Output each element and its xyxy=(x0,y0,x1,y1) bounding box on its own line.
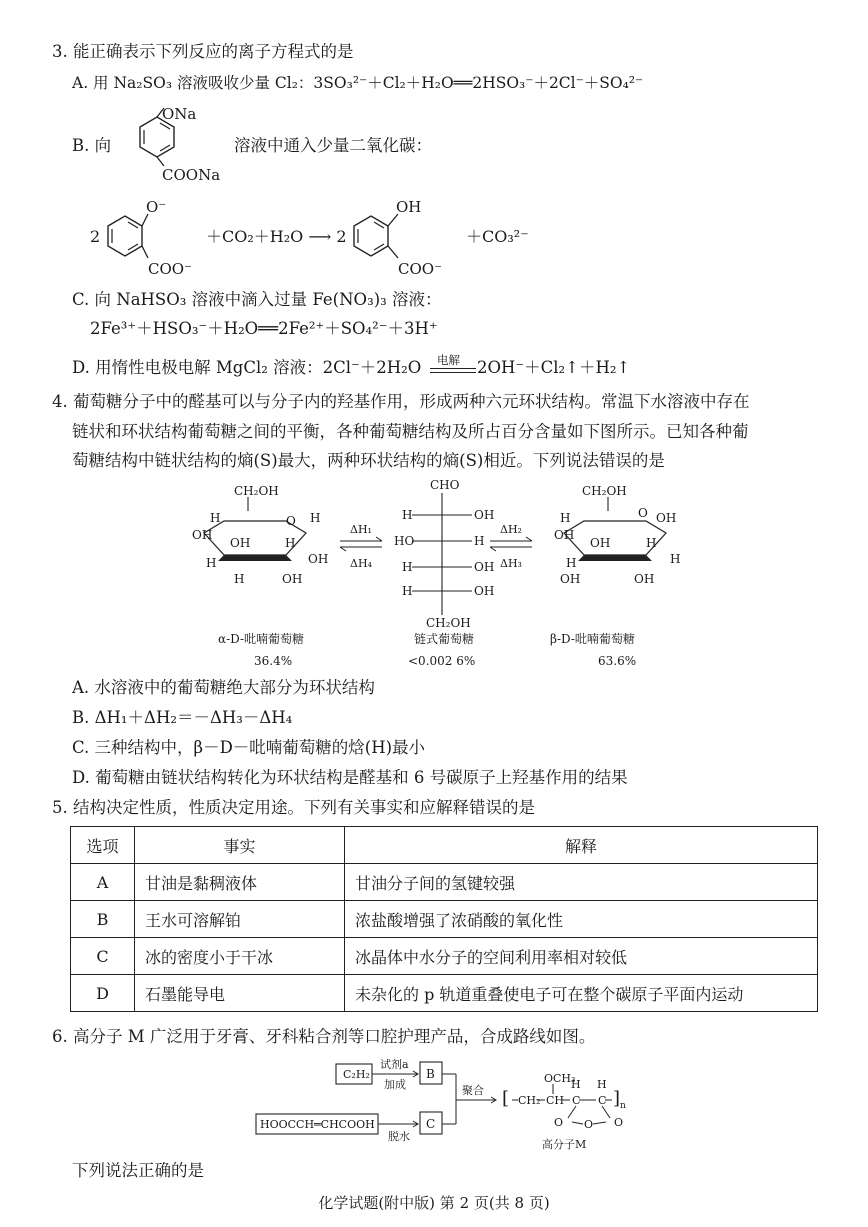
svg-text:H: H xyxy=(566,556,577,570)
eq-reactant-ring xyxy=(108,198,192,278)
eq-coef: 2 xyxy=(90,227,101,246)
svg-text:H: H xyxy=(210,511,221,525)
svg-text:COO⁻: COO⁻ xyxy=(148,260,192,278)
svg-text:O: O xyxy=(554,1116,564,1129)
b-reactant-top-label: ONa xyxy=(162,105,197,123)
q5-stem: 5. 结构决定性质，性质决定用途。下列有关事实和应解释错误的是 xyxy=(52,798,535,817)
svg-text:OH: OH xyxy=(590,536,611,550)
svg-text:OH: OH xyxy=(656,511,677,525)
page-footer: 化学试题(附中版) 第 2 页(共 8 页) xyxy=(318,1194,550,1212)
q4-stem-line2: 链状和环状结构葡萄糖之间的平衡，各种葡萄糖结构及所占百分含量如下图所示。已知各种葡 xyxy=(72,422,749,441)
svg-text:OH: OH xyxy=(474,560,495,574)
synthesis-route-scheme xyxy=(250,1056,670,1156)
electrolysis-arrow-line-2 xyxy=(430,372,476,373)
q4-option-d: D. 葡萄糖由链状结构转化为环状结构是醛基和 6 号碳原子上羟基作用的结果 xyxy=(72,768,628,787)
svg-text:ΔH₁: ΔH₁ xyxy=(350,523,372,536)
svg-text:C₂H₂: C₂H₂ xyxy=(343,1068,370,1081)
svg-text:]: ] xyxy=(613,1088,621,1109)
svg-text:CH₂: CH₂ xyxy=(518,1094,541,1107)
equilibrium-arrows-left xyxy=(340,523,382,570)
svg-text:n: n xyxy=(620,1101,626,1111)
q3-stem: 3. 能正确表示下列反应的离子方程式的是 xyxy=(52,42,354,61)
svg-text:CH₂OH: CH₂OH xyxy=(426,616,471,630)
q4-option-b: B. ΔH₁＋ΔH₂＝－ΔH₃－ΔH₄ xyxy=(72,708,293,727)
q3-option-d-suffix: 2OH⁻＋Cl₂↑＋H₂↑ xyxy=(477,358,631,377)
svg-text:加成: 加成 xyxy=(384,1078,406,1091)
header-fact: 事实 xyxy=(135,827,345,864)
svg-text:脱水: 脱水 xyxy=(388,1130,410,1143)
svg-text:O: O xyxy=(286,514,296,528)
svg-text:CH₂OH: CH₂OH xyxy=(234,484,279,498)
svg-text:H: H xyxy=(597,1078,607,1091)
eq-product-ring xyxy=(354,198,442,278)
q3-option-b-equation xyxy=(86,190,556,282)
svg-text:H: H xyxy=(234,572,245,586)
svg-text:OH: OH xyxy=(474,508,495,522)
svg-text:COO⁻: COO⁻ xyxy=(398,260,442,278)
equilibrium-arrows-right xyxy=(490,523,532,570)
svg-text:ΔH₄: ΔH₄ xyxy=(350,557,372,570)
q3-option-b-suffix: 溶液中通入少量二氧化碳： xyxy=(234,136,432,155)
svg-text:H: H xyxy=(646,536,657,550)
svg-text:聚合: 聚合 xyxy=(462,1084,484,1097)
svg-text:H: H xyxy=(285,536,296,550)
table-header-row xyxy=(71,827,818,864)
svg-text:O⁻: O⁻ xyxy=(146,198,167,216)
svg-text:HOOCCH═CHCOOH: HOOCCH═CHCOOH xyxy=(260,1118,375,1131)
svg-text:O: O xyxy=(614,1116,624,1129)
svg-text:H: H xyxy=(402,584,413,598)
svg-text:C: C xyxy=(598,1094,607,1107)
svg-text:[: [ xyxy=(502,1088,510,1109)
svg-text:OH: OH xyxy=(634,572,655,586)
chain-caption: 链式葡萄糖 xyxy=(414,632,475,646)
table-row: A 甘油是黏稠液体 甘油分子间的氢键较强 xyxy=(71,864,818,901)
svg-text:ΔH₂: ΔH₂ xyxy=(500,523,522,536)
q4-stem-line3: 萄糖结构中链状结构的熵(S)最大，两种环状结构的熵(S)相近。下列说法错误的是 xyxy=(72,451,665,470)
svg-text:CHO: CHO xyxy=(430,478,460,492)
q3-option-c-line1: C. 向 NaHSO₃ 溶液中滴入过量 Fe(NO₃)₃ 溶液： xyxy=(72,290,442,309)
svg-text:O: O xyxy=(584,1118,594,1131)
eq-middle: ＋CO₂＋H₂O ⟶ 2 xyxy=(206,227,347,246)
alpha-caption: α-D-吡喃葡萄糖 xyxy=(218,632,305,646)
svg-text:H: H xyxy=(206,556,217,570)
q3-option-a: A. 用 Na₂SO₃ 溶液吸收少量 Cl₂：3SO₃²⁻＋Cl₂＋H₂O══2HSO₃⁻＋2Cl⁻＋SO₄²⁻ xyxy=(72,74,644,92)
chain-percent: <0.002 6% xyxy=(408,654,476,668)
beta-caption: β-D-吡喃葡萄糖 xyxy=(550,632,635,646)
svg-text:H: H xyxy=(474,534,485,548)
svg-text:CH: CH xyxy=(546,1094,565,1107)
electrolysis-label: 电解 xyxy=(437,353,460,367)
eq-end: ＋CO₃²⁻ xyxy=(466,227,529,246)
alpha-glucose-structure xyxy=(192,484,328,586)
q4-option-a: A. 水溶液中的葡萄糖绝大部分为环状结构 xyxy=(72,678,375,697)
svg-text:HO: HO xyxy=(394,534,415,548)
q4-stem-line1: 4. 葡萄糖分子中的醛基可以与分子内的羟基作用，形成两种六元环状结构。常温下水溶液中存在 xyxy=(52,392,750,411)
svg-text:OH: OH xyxy=(560,572,581,586)
svg-text:OH: OH xyxy=(308,552,329,566)
glucose-equilibrium-figure xyxy=(190,475,690,675)
table-row: C 冰的密度小于干冰 冰晶体中水分子的空间利用率相对较低 xyxy=(71,938,818,975)
q5-table xyxy=(70,826,818,1012)
table-row: D 石墨能导电 未杂化的 p 轨道重叠使电子可在整个碳原子平面内运动 xyxy=(71,975,818,1012)
q3-option-b-reactant-structure xyxy=(112,100,232,190)
svg-text:OCH₃: OCH₃ xyxy=(544,1072,576,1085)
svg-text:OH: OH xyxy=(282,572,303,586)
polymer-m-label: 高分子M xyxy=(542,1138,587,1151)
svg-text:B: B xyxy=(426,1067,435,1081)
svg-text:OH: OH xyxy=(230,536,251,550)
beta-percent: 63.6% xyxy=(598,654,637,668)
svg-text:C: C xyxy=(572,1094,581,1107)
svg-text:OH: OH xyxy=(474,584,495,598)
svg-text:H: H xyxy=(560,511,571,525)
q3-option-d-prefix: D. 用惰性电极电解 MgCl₂ 溶液：2Cl⁻＋2H₂O xyxy=(72,358,422,377)
chain-glucose-structure xyxy=(394,478,494,630)
svg-text:OH: OH xyxy=(192,528,213,542)
svg-text:H: H xyxy=(670,552,681,566)
b-reactant-bottom-label: COONa xyxy=(162,166,221,184)
svg-text:ΔH₃: ΔH₃ xyxy=(500,557,522,570)
svg-text:H: H xyxy=(571,1078,581,1091)
header-option: 选项 xyxy=(71,827,135,864)
q4-option-c: C. 三种结构中，β－D－吡喃葡萄糖的焓(H)最小 xyxy=(72,738,426,757)
header-explanation: 解释 xyxy=(345,827,818,864)
svg-text:OH: OH xyxy=(554,528,575,542)
table-row: B 王水可溶解铂 浓盐酸增强了浓硝酸的氧化性 xyxy=(71,901,818,938)
q3-option-b-prefix: B. 向 xyxy=(72,136,112,155)
q6-stem: 6. 高分子 M 广泛用于牙膏、牙科粘合剂等口腔护理产品，合成路线如图。 xyxy=(52,1027,596,1046)
svg-text:OH: OH xyxy=(396,198,422,216)
svg-text:试剂a: 试剂a xyxy=(380,1058,409,1071)
alpha-percent: 36.4% xyxy=(254,654,293,668)
electrolysis-arrow-line xyxy=(430,368,476,369)
svg-text:H: H xyxy=(310,511,321,525)
svg-text:CH₂OH: CH₂OH xyxy=(582,484,627,498)
svg-text:H: H xyxy=(402,508,413,522)
q3-option-c-line2: 2Fe³⁺＋HSO₃⁻＋H₂O══2Fe²⁺＋SO₄²⁻＋3H⁺ xyxy=(90,319,438,338)
beta-glucose-structure xyxy=(554,484,680,586)
q6-tail: 下列说法正确的是 xyxy=(72,1161,204,1180)
svg-text:O: O xyxy=(638,506,648,520)
svg-text:C: C xyxy=(426,1117,436,1131)
svg-text:H: H xyxy=(402,560,413,574)
